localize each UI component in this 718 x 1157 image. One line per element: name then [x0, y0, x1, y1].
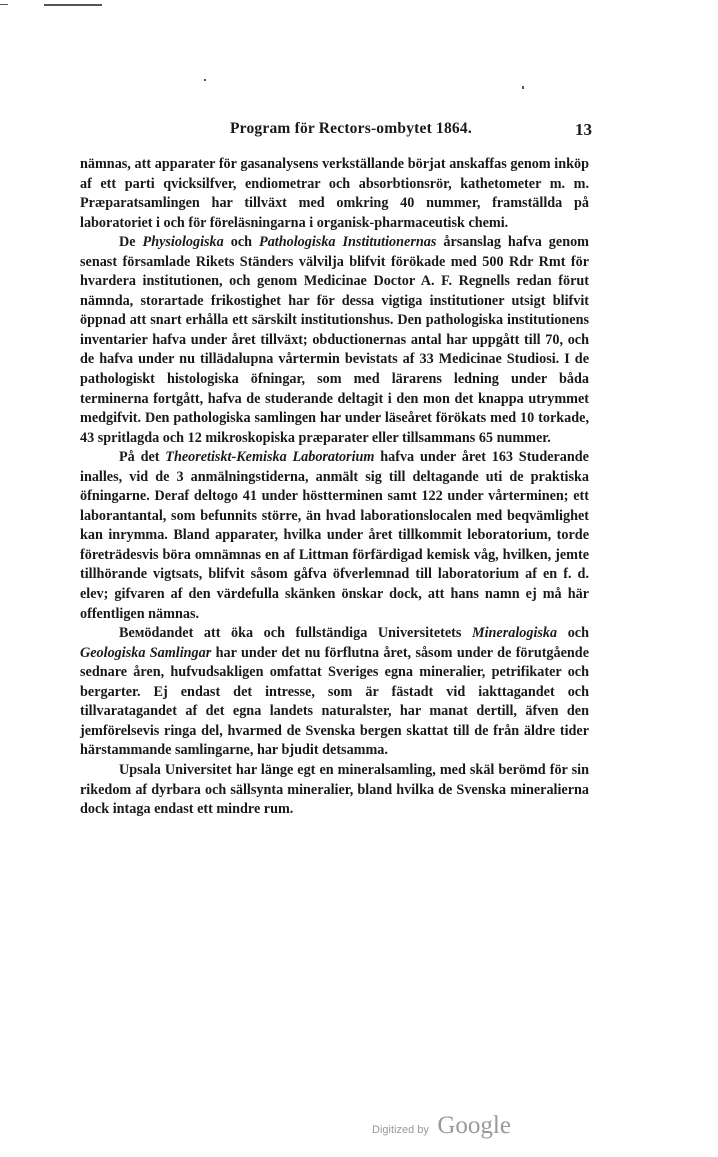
header-title: Program för Rectors-ombytet 1864. [230, 120, 472, 137]
page-number: 13 [575, 120, 592, 139]
paragraph-2: De Physiologiska och Pathologiska Institutionernas årsanslag hafva genom senast församlade Rikets Ständers välvilja blifvit förökade med 500 Rdr Rmt för hvardera institutionen, och genom Medicinae Doctor A. F. Regnells redan förut nämnda, storartade frikostighet har för dessa vigtiga institutioner utsigt blifvit öppnad att snart erhålla ett särskilt institutionshus. Den pathologiska institutionens inventarier hafva under året tillväxt; obductionernas antal har uppgått till 70, och de hafva under nu tillädalupna vårtermin bevistats af 33 Medicinae Studiosi. I de pathologiskt histologiska öfningar, som med lärarens ledning under båda terminerna fortgått, hafva de studerande deltagit i den mon det knappa utrymmet medgifvit. Den pathologiska samlingen har under läseåret förökats med 10 torkade, 43 spritlagda och 12 mikroskopiska præparater eller tillsammans 65 nummer. [80, 234, 590, 446]
paragraph-4: Beмödandet att öka och fullständiga Universitetets Mineralogiska och Geologiska Samlingar har under det nu förflutna året, såsom under de förutgående sednare åren, hufvudsakligen omfattat Sveriges egna mineralier, petrifikater och bergarter. Ej endast det intresse, som är fästadt vid iakttagandet och tillvaratagandet af det egna landets naturalster, har manat dertill, äfven den jemförelsevis ringa del, hvarmed de Svenska bergen skattat till de från äldre tider härstammande samlingarne, har bjudit detsamma. [80, 625, 589, 759]
paragraph-5: Upsala Universitet har länge egt en mineralsamling, med skäl berömd för sin rikedom af dyrbara och sällsynta mineralier, bland hvilka de Svenska mineralierna dock intaga endast ett mindre rum. [80, 761, 589, 818]
scan-artifact-line [44, 4, 102, 6]
digitized-by-label: Digitized by [372, 1124, 429, 1136]
paragraph-3: På det Theoretiskt-Kemiska Laboratorium hafva under året 163 Studerande inalles, vid de 3 anmälningstiderna, anmält sig till deltagande uti de praktiska öfningarne. Deraf deltogo 41 under höstterminen samt 122 under vårterminen; ett laborantantal, som befunnits större, än hvad laborationslocalen med beqvämlighet kan inrymma. Bland apparater, hvilka under året tillkommit leboratorium, torde företrädesvis böra omnämnas en af Littman förfärdigad kemisk våg, hvilken, jemte tillhörande vigtsats, blifvit såsom gåfva öfverlemnad till laboratorium af en f. d. elev; gifvaren af den värdefulla skänken önskar dock, att hans namn ej må här offentligen nämnas. [80, 449, 589, 622]
running-header [80, 120, 592, 142]
scan-artifact-dot [522, 86, 524, 89]
body-text [80, 155, 589, 820]
scan-artifact-line [0, 4, 8, 5]
google-logo: Google [437, 1112, 511, 1139]
digitization-watermark [372, 1112, 511, 1142]
paragraph-1: nämnas, att apparater för gasanalysens verkställande börjat anskaffas genom inköp af ett parti qvicksilfver, endiometrar och absorbtionsrör, kathetometer m. m. Præparatsamlingen har tillväxt med omkring 40 nummer, framställda på laboratoriet i och för föreläsningarna i organisk-pharmaceutisk chemi. [80, 156, 589, 231]
scan-artifact-dot [204, 79, 206, 81]
